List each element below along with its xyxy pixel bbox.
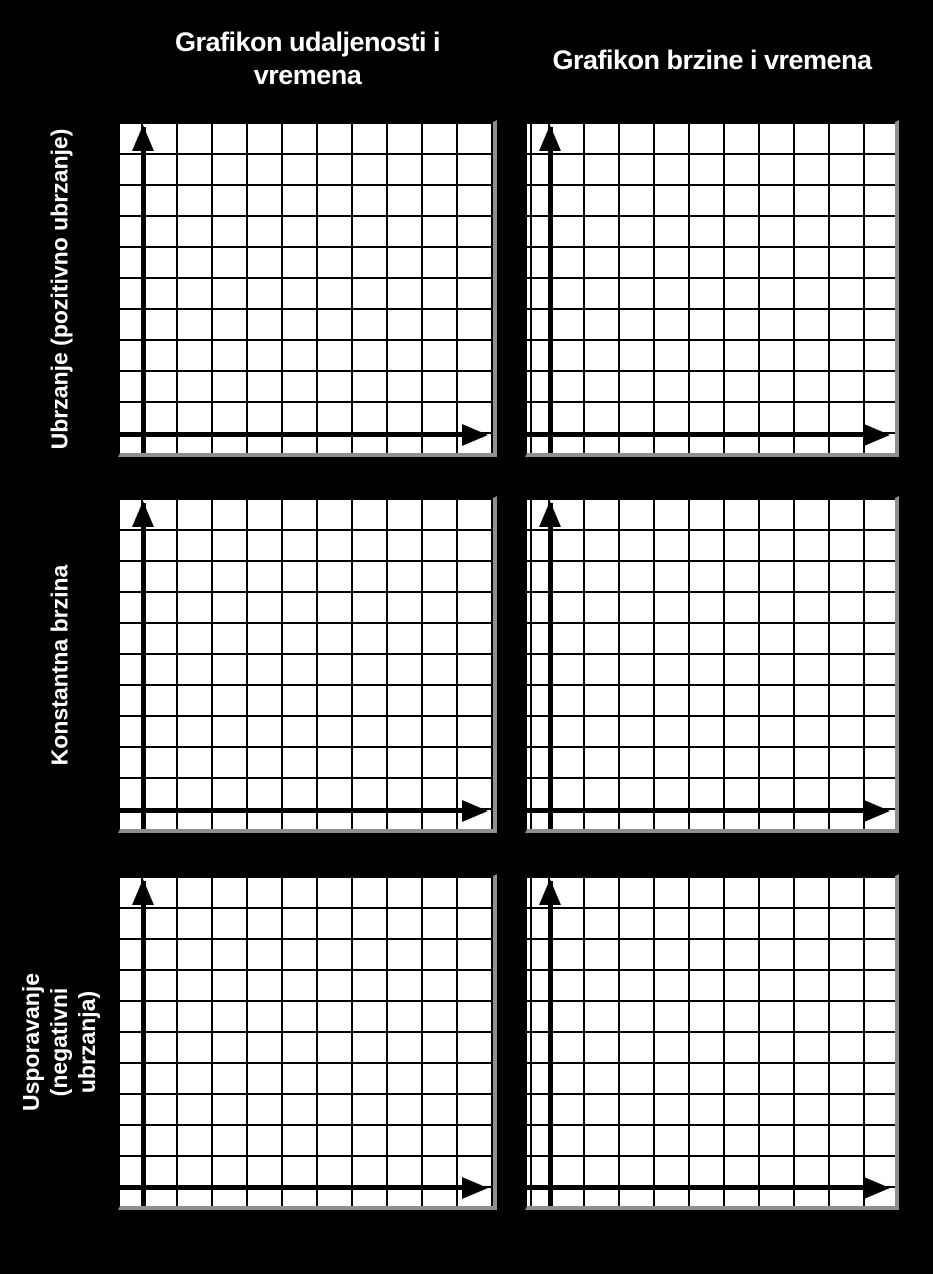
arrow-right-icon [864,1177,890,1199]
row-label-acceleration-text: Ubrzanje (pozitivno ubrzanje) [46,128,73,449]
arrow-right-icon [864,800,890,822]
arrow-right-icon [462,424,488,446]
x-axis [120,1185,463,1190]
arrow-right-icon [462,1177,488,1199]
arrow-up-icon [132,501,154,527]
x-axis [527,432,865,437]
y-axis [141,127,146,453]
column-header-distance-time: Grafikon udaljenosti i vremena [174,27,441,90]
arrow-right-icon [864,424,890,446]
column-header-speed-time: Grafikon brzine i vremena [552,45,872,75]
row-label-constant-speed-text: Konstantna brzina [46,564,72,765]
x-axis [120,432,463,437]
graph-panel-acceleration-distance [118,120,497,457]
arrow-up-icon [132,125,154,151]
arrow-up-icon [539,501,561,527]
row-label-deceleration [0,874,118,1210]
x-axis [120,808,463,813]
y-axis [548,503,553,829]
row-label-deceleration-text: Usporavanje (negativni ubrzanja) [18,972,100,1112]
row-label-constant-speed [0,496,118,833]
y-axis [548,881,553,1206]
x-axis [527,808,865,813]
graph-panel-deceleration-speed [525,874,899,1210]
arrow-right-icon [462,800,488,822]
y-axis [141,881,146,1206]
arrow-up-icon [132,879,154,905]
x-axis [527,1185,865,1190]
row-label-acceleration [0,120,118,457]
y-axis [141,503,146,829]
graph-panel-constant-speed [525,496,899,833]
y-axis [548,127,553,453]
graph-panel-acceleration-speed [525,120,899,457]
arrow-up-icon [539,879,561,905]
graph-panel-deceleration-distance [118,874,497,1210]
arrow-up-icon [539,125,561,151]
graph-panel-constant-distance [118,496,497,833]
